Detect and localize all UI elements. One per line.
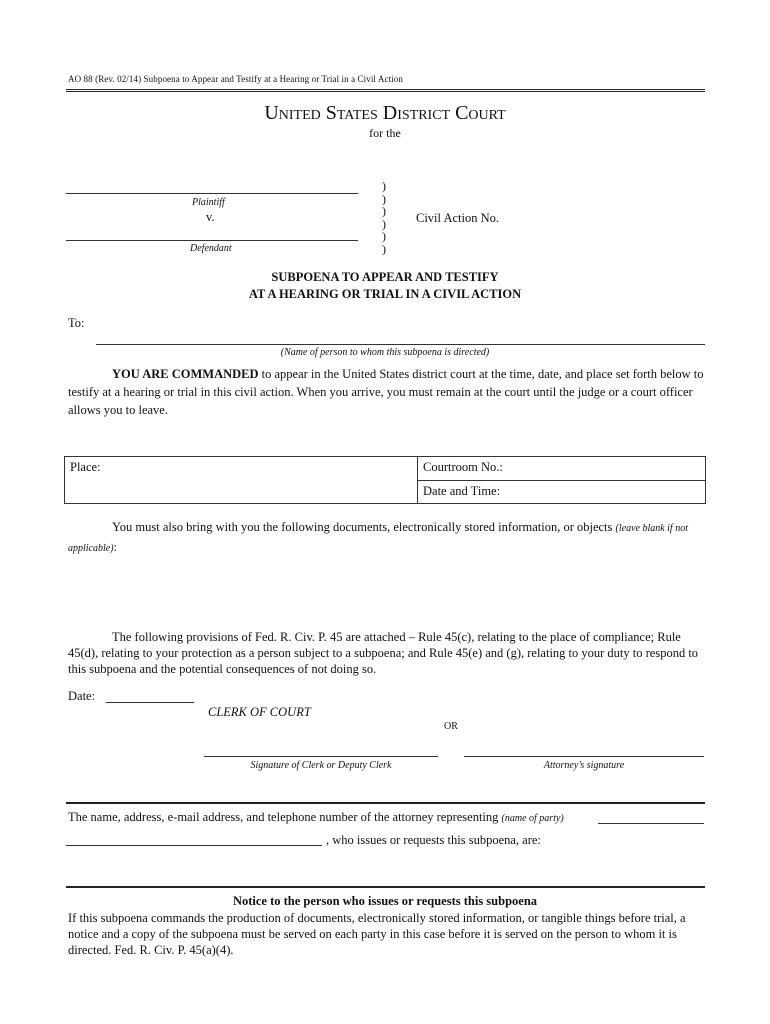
defendant-label: Defendant xyxy=(190,243,232,254)
notice-body: If this subpoena commands the production of documents, electronically stored information, or tangible things before trial, a notice and a copy of the subpoena must be served on each party in this case before it is served on the person to whom it is directed. Fed. R. Civ. P. 45(a)(4). xyxy=(68,911,686,957)
place-label: Place: xyxy=(70,460,101,474)
place-cell[interactable] xyxy=(65,457,418,504)
documents-text: You must also bring with you the following documents, electronically stored information, or objects xyxy=(112,520,616,534)
clerk-of-court-label: CLERK OF COURT xyxy=(208,705,311,719)
plaintiff-line[interactable] xyxy=(66,193,358,194)
issues-text: , who issues or requests this subpoena, are: xyxy=(326,833,541,847)
attorney-section-rule xyxy=(66,802,705,804)
header-rule xyxy=(66,89,705,92)
notice-title: Notice to the person who issues or requests this subpoena xyxy=(232,894,538,908)
subpoena-title-line1: SUBPOENA TO APPEAR AND TESTIFY xyxy=(271,270,499,284)
caption-parens: ) ) ) ) ) ) xyxy=(382,179,386,256)
party-hint: (name of party) xyxy=(501,813,564,824)
to-label: To: xyxy=(68,316,85,330)
documents-colon: : xyxy=(113,540,118,554)
date-time-label: Date and Time: xyxy=(423,483,501,498)
date-label: Date: xyxy=(68,689,96,703)
court-title: United States District Court xyxy=(264,102,506,124)
attorney-paragraph xyxy=(68,810,564,825)
recipient-hint: (Name of person to whom this subpoena is directed) xyxy=(280,347,490,358)
documents-hint: (leave blank if not applicable) xyxy=(68,523,688,554)
versus-label: v. xyxy=(206,210,215,224)
defendant-line[interactable] xyxy=(66,240,358,241)
form-id: AO 88 (Rev. 02/14) Subpoena to Appear and Testify at a Hearing or Trial in a Civil Action xyxy=(68,74,403,84)
party-name-line[interactable] xyxy=(598,823,704,824)
notice-rule xyxy=(66,886,705,888)
command-lead: YOU ARE COMMANDED xyxy=(112,367,259,381)
command-paragraph xyxy=(68,365,705,419)
date-time-cell[interactable] xyxy=(418,480,706,504)
attorney-signature-line[interactable] xyxy=(464,756,704,757)
civil-action-label: Civil Action No. xyxy=(416,211,499,225)
party-name-line-2[interactable] xyxy=(66,845,322,846)
place-table xyxy=(64,456,706,504)
for-the-label: for the xyxy=(369,126,401,140)
attorney-text: The name, address, e-mail address, and telephone number of the attorney representing xyxy=(68,810,502,824)
plaintiff-label: Plaintiff xyxy=(192,197,225,208)
command-text: to appear in the United States district court at the time, date, and place set forth below to testify at a hearing or trial in this civil action. When you arrive, you must remain at the court until the judge or a court officer allows you to leave. xyxy=(68,367,704,417)
or-label: OR xyxy=(444,721,458,732)
attorney-signature-label: Attorney’s signature xyxy=(543,760,625,771)
clerk-signature-line[interactable] xyxy=(204,756,438,757)
clerk-signature-label: Signature of Clerk or Deputy Clerk xyxy=(250,760,392,771)
documents-paragraph xyxy=(68,518,705,558)
provisions-paragraph: The following provisions of Fed. R. Civ. P. 45 are attached – Rule 45(c), relating to the place of compliance; Rule 45(d), relating to your protection as a person subject to a subpoena; and Rule 45(e) and (g), relating to your duty to respond to this subpoena and the potential consequences of not doing so. xyxy=(68,630,699,676)
courtroom-cell[interactable] xyxy=(418,457,706,481)
date-line[interactable] xyxy=(106,702,194,703)
subpoena-title-line2: AT A HEARING OR TRIAL IN A CIVIL ACTION xyxy=(248,287,522,301)
courtroom-label: Courtroom No.: xyxy=(423,460,503,474)
recipient-line[interactable] xyxy=(96,344,705,345)
